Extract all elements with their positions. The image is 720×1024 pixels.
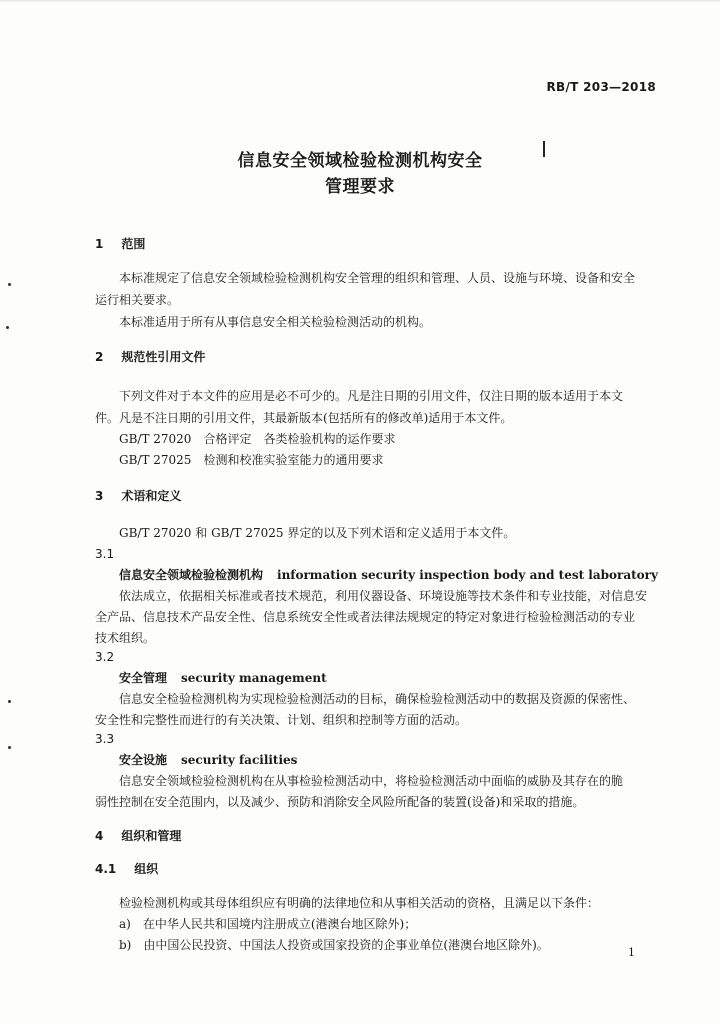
- paragraph-line: 安全性和完整性而进行的有关决策、计划、组织和控制等方面的活动。: [95, 713, 468, 727]
- section-number: 4: [95, 829, 104, 843]
- term-chinese: 安全设施: [119, 753, 168, 767]
- section-title: 规范性引用文件: [121, 350, 206, 364]
- section-1-heading: [95, 237, 145, 251]
- scan-edge: [0, 0, 720, 3]
- paragraph-line: GB/T 27020 和 GB/T 27025 界定的以及下列术语和定义适用于本文件。: [119, 526, 516, 540]
- section-number: 2: [95, 350, 104, 364]
- reference-title: 检测和校准实验室能力的通用要求: [203, 453, 384, 467]
- paragraph-line: 弱性控制在安全范围内，以及减少、预防和消除安全风险所配备的装置(设备)和采取的措施。: [95, 795, 585, 809]
- reference-entry: [119, 453, 383, 467]
- term-number: 3.1: [95, 547, 115, 561]
- paragraph-line: 本标准规定了信息安全领域检验检测机构安全管理的组织和管理、人员、设施与环境、设备和安全: [119, 271, 636, 285]
- section-number: 1: [95, 237, 104, 251]
- subsection-number: 4.1: [95, 862, 117, 876]
- scan-speck: [8, 283, 11, 286]
- standard-number: RB/T 203—2018: [546, 80, 656, 94]
- section-title: 范围: [121, 237, 146, 251]
- term-chinese: 安全管理: [119, 671, 168, 685]
- paragraph-line: 件。凡是不注日期的引用文件，其最新版本(包括所有的修改单)适用于本文件。: [95, 411, 513, 425]
- reference-title: 合格评定 各类检验机构的运作要求: [203, 432, 396, 446]
- scan-speck: [8, 746, 11, 749]
- list-item: [119, 938, 549, 952]
- term-english: security facilities: [181, 753, 298, 767]
- section-3-heading: [95, 489, 181, 503]
- scan-speck: [6, 326, 9, 329]
- list-text: 由中国公民投资、中国法人投资或国家投资的企事业单位(港澳台地区除外)。: [143, 938, 549, 952]
- paragraph-line: 本标准适用于所有从事信息安全相关检验检测活动的机构。: [119, 315, 432, 329]
- section-title: 术语和定义: [121, 489, 182, 503]
- paragraph-line: 检验检测机构或其母体组织应有明确的法律地位和从事相关活动的资格，且满足以下条件：: [119, 896, 600, 910]
- reference-code: GB/T 27025: [119, 453, 192, 467]
- doc-title-line1: 信息安全领域检验检测机构安全: [237, 151, 483, 171]
- term-english: security management: [181, 671, 327, 685]
- paragraph-line: 下列文件对于本文件的应用是必不可少的。凡是注日期的引用文件，仅注日期的版本适用于本文: [119, 389, 624, 403]
- subsection-4-1-heading: [95, 862, 158, 876]
- term-number: 3.3: [95, 732, 115, 746]
- reference-code: GB/T 27020: [119, 432, 192, 446]
- list-label: a): [119, 917, 131, 931]
- list-item: [119, 917, 416, 931]
- term-english: information security inspection body and test laboratory: [277, 568, 658, 582]
- paragraph-line: 依法成立，依据相关标准或者技术规范，利用仪器设备、环境设施等技术条件和专业技能，对信息安: [119, 589, 648, 603]
- section-title: 组织和管理: [121, 829, 182, 843]
- reference-entry: [119, 432, 395, 446]
- term-heading: [119, 753, 297, 767]
- term-heading: [119, 671, 327, 685]
- paragraph-line: 运行相关要求。: [95, 293, 180, 307]
- section-4-heading: [95, 829, 181, 843]
- doc-title-line2: 管理要求: [325, 177, 395, 197]
- term-chinese: 信息安全领域检验检测机构: [119, 568, 264, 582]
- paragraph-line: 信息安全检验检测机构为实现检验检测活动的目标，确保检验检测活动中的数据及资源的保密性、: [119, 692, 636, 706]
- paragraph-line: 全产品、信息技术产品安全性、信息系统安全性或者法律法规规定的特定对象进行检验检测活动的专业: [95, 610, 636, 624]
- section-2-heading: [95, 350, 205, 364]
- scan-speck: [8, 700, 11, 703]
- page-number: 1: [628, 946, 635, 959]
- paragraph-line: 技术组织。: [95, 631, 156, 645]
- paragraph-line: 信息安全领域检验检测机构在从事检验检测活动中，将检验检测活动中面临的威胁及其存在的脆: [119, 774, 624, 788]
- term-number: 3.2: [95, 650, 115, 664]
- section-number: 3: [95, 489, 104, 503]
- margin-mark: [543, 141, 545, 157]
- list-text: 在中华人民共和国境内注册成立(港澳台地区除外)；: [142, 917, 417, 931]
- subsection-title: 组织: [134, 862, 159, 876]
- list-label: b): [119, 938, 132, 952]
- term-heading: [119, 568, 658, 582]
